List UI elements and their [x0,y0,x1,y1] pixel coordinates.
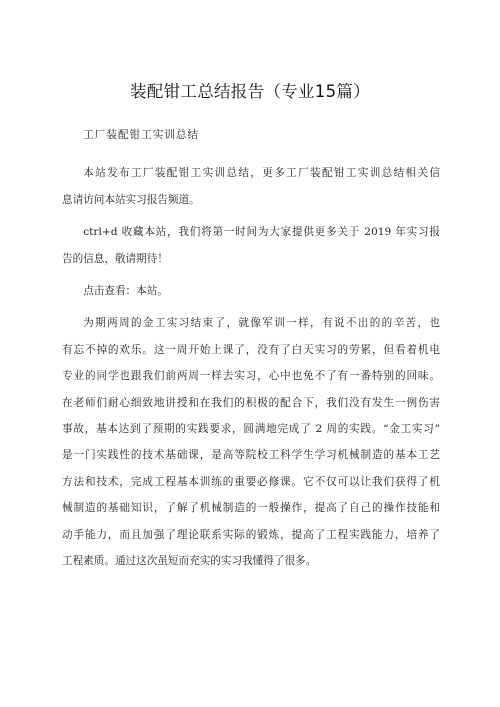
paragraph-line: 息请访问本站实习报告频道。 [62,193,200,206]
paragraph-line: 方法和技术，完成工程基本训练的重要必修课。它不仅可以让我们获得了机 [62,475,440,488]
paragraph-2 [62,219,440,272]
document-body [62,122,440,575]
section-subheading: 工厂装配钳工实训总结 [83,129,200,141]
paragraph-line: 械制造的基础知识，了解了机械制造的一般操作，提高了自己的操作技能和 [62,502,440,515]
paragraph-line: 为期两周的金工实习结束了，就像军训一样，有说不出的的辛苦，也 [83,317,440,330]
paragraph-3 [62,278,440,304]
paragraph-line: 点击查看：本站。 [83,285,168,298]
document-title: 装配钳工总结报告（专业15篇） [130,82,370,101]
paragraph-line: 专业的同学也跟我们前两周一样去实习，心中也免不了有一番特别的回味。 [62,370,440,383]
paragraph-line: 动手能力，而且加强了理论联系实际的锻炼，提高了工程实践能力，培养了 [62,528,440,541]
paragraph-line: 本站发布工厂装配钳工实训总结，更多工厂装配钳工实训总结相关信 [83,167,440,180]
paragraph-line: 工程素质。通过这次虽短而充实的实习我懂得了很多。 [62,555,317,568]
paragraph-line: 是一门实践性的技术基础课，是高等院校工科学生学习机械制造的基本工艺 [62,449,440,462]
paragraph-line: 在老师们耐心细致地讲授和在我们的积极的配合下，我们没有发生一例伤害 [62,396,440,409]
paragraph-line: 告的信息，敬请期待！ [62,252,168,265]
paragraph-4 [62,310,440,574]
paragraph-line: ctrl+d 收藏本站，我们将第一时间为大家提供更多关于 2019 年实习报 [83,226,440,239]
paragraph-line: 有忘不掉的欢乐。这一周开始上课了，没有了白天实习的劳累，但看着机电 [62,343,440,356]
paragraph-line: 事故，基本达到了预期的实践要求，圆满地完成了 2 周的实践。“金工实习” [62,423,440,436]
paragraph-1 [62,160,440,213]
